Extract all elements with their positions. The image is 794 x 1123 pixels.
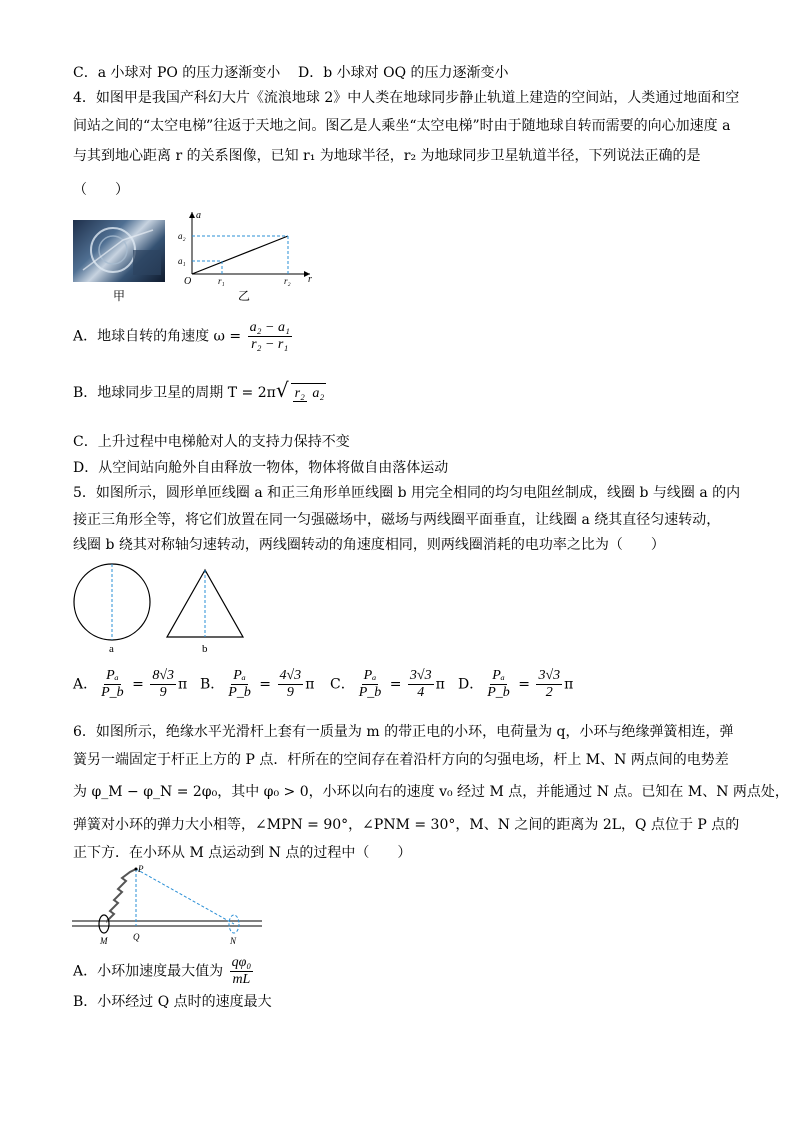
q4-figure-label-jia: 甲 [113, 289, 126, 303]
q5-option-ratio [357, 668, 384, 701]
q5-value-num: 3√3 [538, 668, 561, 683]
q6-label-q: Q [133, 932, 140, 942]
q5-option-ratio [226, 668, 253, 701]
q6-label-m: M [100, 936, 108, 946]
q5-pi: π [305, 676, 315, 693]
q4-photo-jia [73, 220, 165, 282]
q5-value-den: 9 [286, 685, 294, 700]
q6-option-b: B．小环经过 Q 点时的速度最大 [73, 994, 272, 1010]
q6-stem-line5: 正下方．在小环从 M 点运动到 N 点的过程中（ ） [73, 845, 412, 861]
q5-value-num: 4√3 [279, 668, 302, 683]
q6-option-a-den: mL [232, 972, 251, 987]
q5-option-label: A． [73, 676, 98, 693]
q5-value-num: 3√3 [409, 668, 432, 683]
graph-label-r1: r₁ [218, 276, 225, 286]
q4-option-c: C．上升过程中电梯舱对人的支持力保持不变 [73, 434, 350, 450]
q5-ratio-num: Pₐ [363, 668, 377, 683]
q6-option-a-text: A．小环加速度最大值为 [73, 963, 224, 980]
q6-label-n: N [230, 936, 237, 946]
q4-stem-line2: 间站之间的“太空电梯”往返于天地之间。图乙是人乘坐“太空电梯”时由于随地球自转而需要的向心加速度 a [73, 118, 731, 134]
q4-option-b: B．地球同步卫星的周期 T = 2π√ r₂ a₂ [73, 378, 325, 402]
q6-option-a [73, 955, 255, 988]
q6-stem-line4: 弹簧对小环的弹力大小相等，∠MPN = 90°，∠PNM = 30°，M、N 之间的距离为 2L，Q 点位于 P 点的 [73, 817, 740, 833]
q4-stem-line3: 与其到地心距离 r 的关系图像，已知 r₁ 为地球半径，r₂ 为地球同步卫星轨道半径，下列说法正确的是 [73, 148, 701, 164]
q5-option-value [536, 668, 562, 701]
q6-label-p: P [138, 864, 144, 874]
graph-label-a2: a₂ [178, 231, 186, 241]
q5-option-d [458, 668, 573, 701]
q4-option-a-den: r₂ − r₁ [251, 337, 289, 352]
q5-ratio-den: P_b [487, 685, 510, 700]
q5-option-value [150, 668, 176, 701]
q5-value-den: 9 [159, 685, 167, 700]
q6-stem-line2: 簧另一端固定于杆正上方的 P 点．杆所在的空间存在着沿杆方向的匀强电场，杆上 M、N 两点间的电势差 [73, 752, 729, 768]
q4-stem-line1: 4．如图甲是我国产科幻大片《流浪地球 2》中人类在地球同步静止轨道上建造的空间站，人类通过地面和空 [73, 90, 740, 106]
q5-option-label: C． [330, 676, 355, 693]
q6-figure [70, 864, 265, 949]
q5-pi: π [178, 676, 188, 693]
q5-option-ratio [99, 668, 126, 701]
q5-option-c [330, 668, 445, 701]
q5-pi: π [435, 676, 445, 693]
q5-equals: = [254, 676, 276, 693]
q5-figure [70, 560, 250, 655]
graph-label-a1: a₁ [178, 256, 186, 266]
q5-value-num: 8√3 [152, 668, 175, 683]
q5-option-b [200, 668, 314, 701]
graph-label-r: r [308, 274, 312, 285]
q4-option-b-den: a₂ [312, 385, 325, 401]
q4-figure-label-yi: 乙 [238, 289, 251, 303]
q5-equals: = [385, 676, 406, 693]
q6-stem-line3: 为 φ_M − φ_N = 2φ₀，其中 φ₀ > 0，小环以向右的速度 v₀ 经过 M 点，并能通过 N 点。已知在 M、N 两点处， [73, 784, 789, 800]
q4-option-b-num: r₂ [294, 385, 305, 401]
q5-ratio-num: Pₐ [492, 668, 505, 683]
q4-option-a-text: A．地球自转的角速度 ω = [73, 328, 242, 345]
q6-option-a-num: qφ₀ [231, 955, 252, 970]
q4-option-d: D．从空间站向舱外自由释放一物体，物体将做自由落体运动 [73, 460, 449, 476]
q5-option-label: D． [458, 676, 484, 693]
q4-graph-yi [178, 208, 318, 288]
q5-ratio-den: P_b [228, 685, 251, 700]
q4-option-a-fraction [248, 320, 292, 353]
q3-option-c: C．a 小球对 PO 的压力逐渐变小 [73, 65, 281, 81]
q5-option-a [73, 668, 187, 701]
q5-option-ratio [485, 668, 512, 701]
q4-answer-paren: （ ） [73, 182, 129, 198]
q3-option-d: D．b 小球对 OQ 的压力逐渐变小 [298, 65, 509, 81]
q5-label-b: b [202, 643, 208, 655]
q5-ratio-den: P_b [358, 685, 382, 700]
q5-stem-line1: 5．如图所示，圆形单匝线圈 a 和正三角形单匝线圈 b 用完全相同的均匀电阻丝制成，线圈 b 与线圈 a 的内 [73, 485, 741, 501]
graph-label-r2: r₂ [284, 276, 291, 286]
q6-ring-at-m [99, 915, 109, 933]
graph-label-o: O [184, 276, 192, 287]
q5-value-den: 2 [545, 685, 553, 700]
q5-option-value [408, 668, 434, 701]
q4-option-a [73, 320, 294, 353]
q5-option-label: B． [200, 676, 225, 693]
q5-equals: = [127, 676, 149, 693]
q5-stem-line3: 线圈 b 绕其对称轴匀速转动，两线圈转动的角速度相同，则两线圈消耗的电功率之比为（ ） [73, 537, 665, 553]
q4-option-a-num: a₂ − a₁ [249, 320, 290, 335]
q6-option-a-fraction [230, 955, 254, 988]
q5-equals: = [513, 676, 535, 693]
q5-pi: π [564, 676, 574, 693]
q5-stem-line2: 接正三角形全等，将它们放置在同一匀强磁场中，磁场与两线圈平面垂直，让线圈 a 绕其直径匀速转动， [73, 512, 721, 528]
graph-label-a: a [196, 210, 201, 221]
q4-option-b-text: B．地球同步卫星的周期 T = 2π [73, 385, 276, 401]
q5-ratio-den: P_b [101, 685, 124, 700]
q5-ratio-num: Pₐ [106, 668, 119, 683]
q5-value-den: 4 [417, 685, 425, 700]
q5-label-a: a [109, 643, 114, 655]
q6-stem-line1: 6．如图所示，绝缘水平光滑杆上套有一质量为 m 的带正电的小环，电荷量为 q，小环与绝缘弹簧相连，弹 [73, 724, 734, 740]
q5-ratio-num: Pₐ [233, 668, 246, 683]
q5-option-value [278, 668, 304, 701]
q4-option-b-fraction [291, 383, 327, 404]
